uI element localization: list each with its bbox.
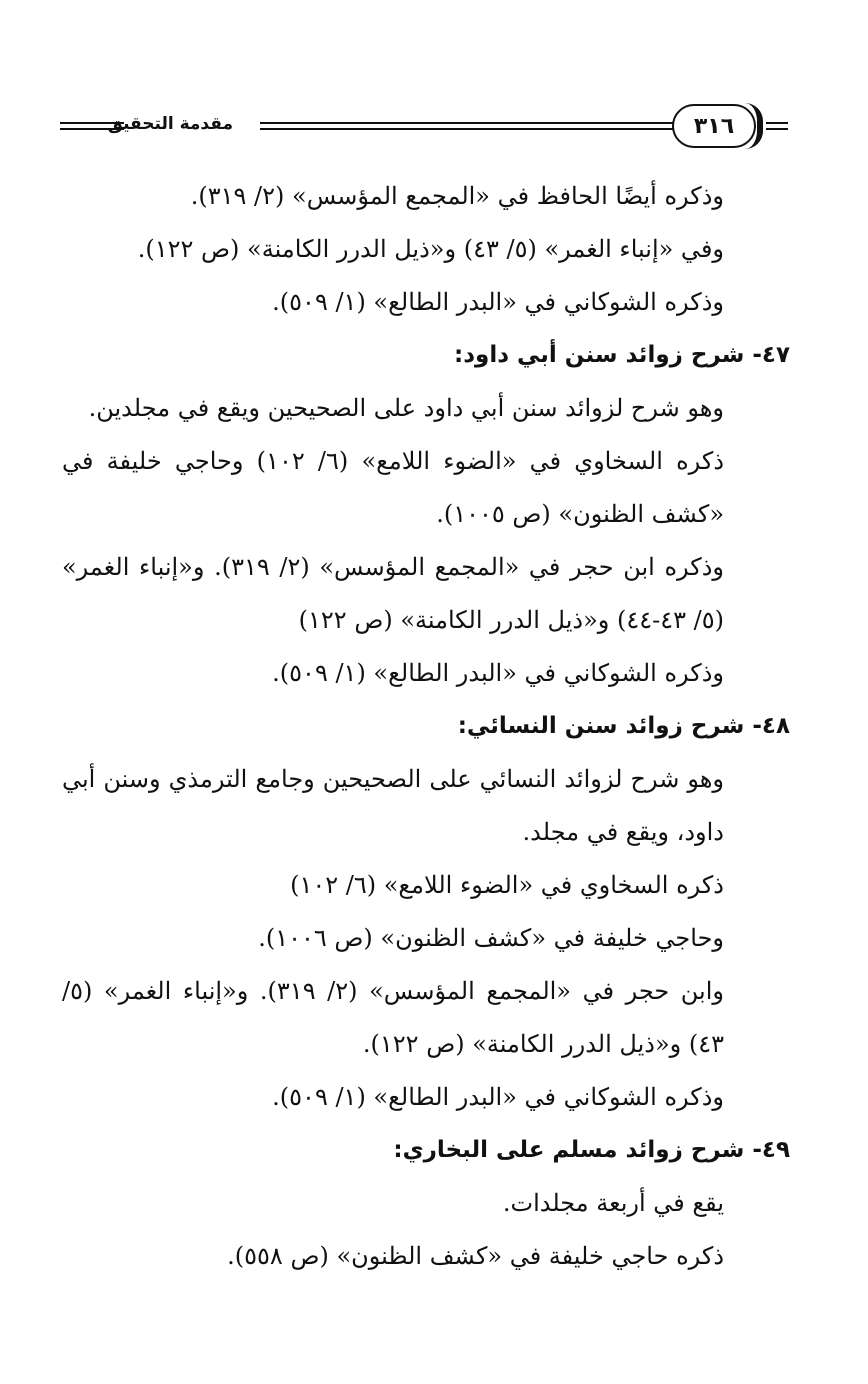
section-title: مقدمة التحقيق [107, 114, 233, 134]
page-body [62, 170, 790, 1283]
paragraph: ذكره حاجي خليفة في «كشف الظنون» (ص ٥٥٨). [227, 1242, 724, 1270]
entry-heading: ٤٩- شرح زوائد مسلم على البخاري: [393, 1137, 790, 1163]
header-rule-middle [260, 122, 710, 130]
paragraph: ذكره السخاوي في «الضوء اللامع» (٦/ ١٠٢) وحاجي خليفة في «كشف الظنون» (ص ١٠٠٥). [62, 447, 725, 528]
paragraph: وذكره الشوكاني في «البدر الطالع» (١/ ٥٠٩). [272, 288, 724, 316]
paragraph: وذكره أيضًا الحافظ في «المجمع المؤسس» (٢/ ٣١٩). [190, 182, 724, 210]
page-header [60, 96, 788, 156]
page-number: ٣١٦ [672, 104, 756, 148]
entry-heading: ٤٧- شرح زوائد سنن أبي داود: [454, 342, 790, 368]
paragraph: وذكره ابن حجر في «المجمع المؤسس» (٢/ ٣١٩). و«إنباء الغمر» (٥/ ٤٣-٤٤) و«ذيل الدرر الكامنة» (ص ١٢٢) [62, 553, 724, 634]
header-rule-right [766, 122, 788, 130]
entry-heading: ٤٨- شرح زوائد سنن النسائي: [457, 713, 790, 739]
paragraph: وذكره الشوكاني في «البدر الطالع» (١/ ٥٠٩). [272, 1083, 724, 1111]
paragraph: وابن حجر في «المجمع المؤسس» (٢/ ٣١٩). و«إنباء الغمر» (٥/ ٤٣) و«ذيل الدرر الكامنة» (ص ١٢٢). [62, 977, 724, 1058]
paragraph: وهو شرح لزوائد سنن أبي داود على الصحيحين ويقع في مجلدين. [88, 394, 724, 422]
paragraph: ذكره السخاوي في «الضوء اللامع» (٦/ ١٠٢) [290, 871, 724, 899]
paragraph: وهو شرح لزوائد النسائي على الصحيحين وجامع الترمذي وسنن أبي داود، ويقع في مجلد. [62, 765, 724, 846]
paragraph: وفي «إنباء الغمر» (٥/ ٤٣) و«ذيل الدرر الكامنة» (ص ١٢٢). [137, 235, 724, 263]
paragraph: وحاجي خليفة في «كشف الظنون» (ص ١٠٠٦). [258, 924, 724, 952]
paragraph: وذكره الشوكاني في «البدر الطالع» (١/ ٥٠٩). [272, 659, 724, 687]
paragraph: يقع في أربعة مجلدات. [502, 1189, 724, 1217]
